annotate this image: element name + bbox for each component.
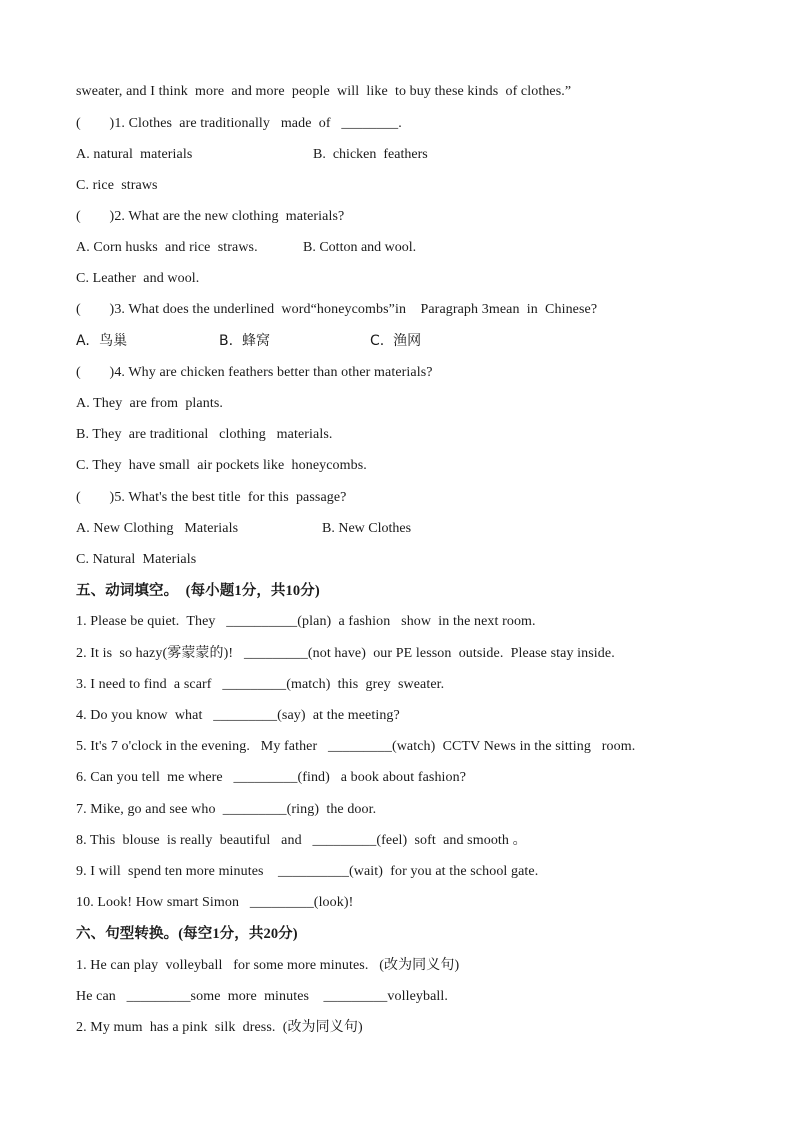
section-6-item-1: 1. He can play volleyball for some more minutes. (改为同义句) [76,958,460,973]
section-5-item-5: 5. It's 7 o'clock in the evening. My father _________(watch) CCTV News in the sitting room. [76,739,636,754]
section-5-item-3: 3. I need to find a scarf _________(match) this grey sweater. [76,677,445,692]
question-5-option-b: B. New Clothes [322,521,412,536]
section-5-item-1: 1. Please be quiet. They __________(plan) a fashion show in the next room. [76,614,536,629]
question-3-option-c: C. 渔网 [370,333,422,349]
question-5: ( )5. What's the best title for this passage? [76,490,347,505]
question-3: ( )3. What does the underlined word“honeycombs”in Paragraph 3mean in Chinese? [76,302,598,317]
section-6-item-1-answer: He can _________some more minutes _________volleyball. [76,989,448,1004]
section-5-item-8: 8. This blouse is really beautiful and _________(feel) soft and smooth 。 [76,833,527,848]
question-5-option-a: A. New Clothing Materials [76,521,239,536]
question-1-option-c: C. rice straws [76,178,158,193]
question-1-option-a: A. natural materials [76,147,193,162]
question-3-option-b: B. 蜂窝 [219,333,270,349]
question-4-option-c: C. They have small air pockets like honeycombs. [76,458,367,473]
section-5-item-7: 7. Mike, go and see who _________(ring) the door. [76,802,377,817]
question-5-option-c: C. Natural Materials [76,552,197,567]
question-1-option-b: B. chicken feathers [313,147,428,162]
question-2-option-c: C. Leather and wool. [76,271,200,286]
question-4-option-b: B. They are traditional clothing materials. [76,427,333,442]
section-5-item-4: 4. Do you know what _________(say) at the meeting? [76,708,400,723]
question-2: ( )2. What are the new clothing materials? [76,209,345,224]
section-5-item-6: 6. Can you tell me where _________(find) a book about fashion? [76,770,467,785]
passage-tail: sweater, and I think more and more people will like to buy these kinds of clothes.” [76,84,572,99]
question-2-option-a: A. Corn husks and rice straws. [76,240,258,255]
section-5-item-10: 10. Look! How smart Simon _________(look)! [76,895,354,910]
question-1: ( )1. Clothes are traditionally made of ________. [76,116,402,131]
section-6-item-2: 2. My mum has a pink silk dress. (改为同义句) [76,1020,363,1035]
section-5-heading: 五、动词填空。 (每小题1分，共10分) [76,583,320,599]
question-2-option-b: B. Cotton and wool. [303,240,417,255]
question-3-option-a: A. 鸟巢 [76,333,128,349]
section-5-item-2: 2. It is so hazy(雾蒙蒙的)! _________(not have) our PE lesson outside. Please stay inside. [76,646,615,661]
question-4-option-a: A. They are from plants. [76,396,223,411]
section-5-item-9: 9. I will spend ten more minutes __________(wait) for you at the school gate. [76,864,539,879]
question-4: ( )4. Why are chicken feathers better than other materials? [76,365,433,380]
section-6-heading: 六、句型转换。(每空1分，共20分) [76,926,298,942]
